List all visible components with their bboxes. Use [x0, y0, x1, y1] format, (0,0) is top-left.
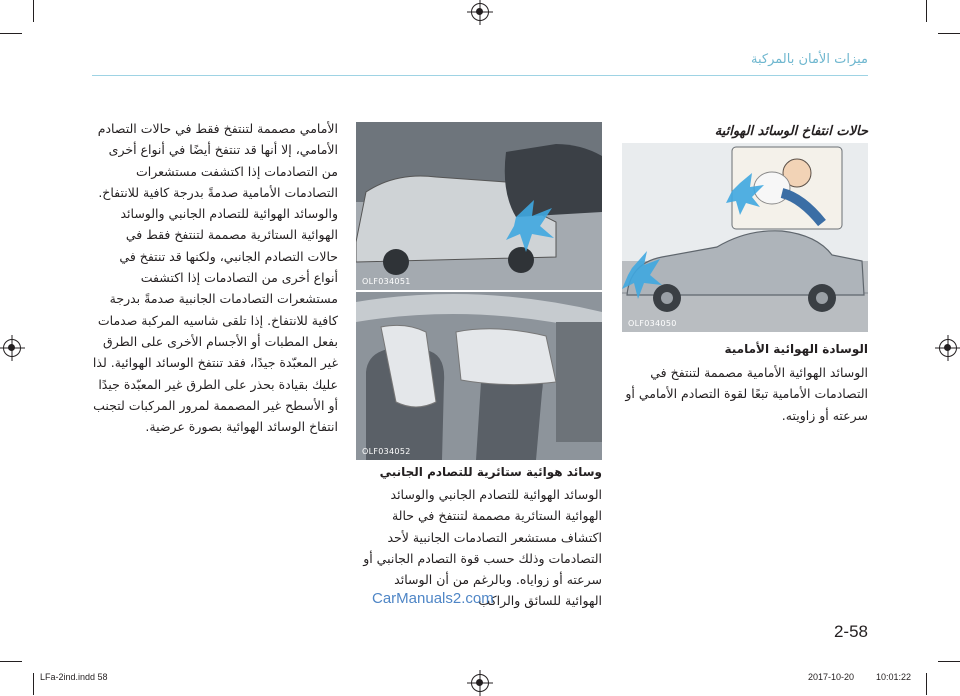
body-paragraph: الوسائد الهوائية للتصادم الجانبي والوسائد الهوائية الستائرية مصممة لتنتفخ في حالة اكتشاف مستشعر التصادمات الجانبية لأحد التصادمات وذلك حسب قوة التصادم الجانبي أو سرعته أو زواياه. وبالرغم من أن الوسائد الهوائية للسائق والراكب: [363, 487, 602, 609]
side-collision-illustration: [356, 122, 602, 290]
front-collision-illustration: [622, 143, 868, 332]
figure-code: OLF034050: [628, 319, 677, 328]
header-divider: [92, 75, 868, 76]
watermark: CarManuals2.com: [372, 590, 494, 607]
registration-mark-icon: [3, 339, 21, 357]
curtain-airbag-figure: [356, 292, 602, 460]
crop-mark: [926, 0, 927, 22]
subheading: وسائد هوائية ستائرية للتصادم الجانبي: [379, 465, 602, 479]
crop-mark: [33, 0, 34, 22]
curtain-airbag-illustration: [356, 292, 602, 460]
crop-mark: [33, 673, 34, 695]
figure-code: OLF034051: [362, 277, 411, 286]
crop-mark: [938, 33, 960, 34]
section-title: ميزات الأمان بالمركبة: [751, 52, 868, 67]
crop-mark: [938, 661, 960, 662]
crop-mark: [926, 673, 927, 695]
crop-mark: [0, 33, 22, 34]
page-number: 2-58: [833, 622, 868, 641]
body-paragraph: الوسائد الهوائية الأمامية مصممة لتنتفخ في التصادمات الأمامية تبعًا لقوة التصادم الأمامي أو سرعته أو زاويته.: [625, 365, 868, 423]
side-collision-figure: [356, 122, 602, 290]
registration-mark-icon: [471, 674, 489, 692]
body-paragraph: الأمامي مصممة لتنتفخ فقط في حالات التصادم الأمامي، إلا أنها قد تنتفخ أيضًا في أنواع أخرى من التصادمات إذا اكتشفت مستشعرات التصادمات الأمامية صدمةً بدرجة كافية للانتفاخ. والوسائد الهوائية للتصادم الجانبي والوسائد الهوائية الستائرية مصممة لتنتفخ فقط في حالات التصادم الجانبي، ولكنها قد تنتفخ في أنواع أخرى من التصادمات إذا اكتشفت مستشعرات التصادمات الجانبية صدمةً بدرجة كافية للانتفاخ. إذا تلقى شاسيه المركبة صدمات بفعل المطبات أو الأجسام الأخرى على الطرق غير المعبّدة جيدًا، فقد تنتفخ الوسائد الهوائية. لذا عليك بقيادة بحذر على الطرق غير المعبّدة جيدًا أو الأسطح غير المصممة لمرور المركبات لتجنب انتفاخ الوسائد الهوائية بصورة عرضية.: [92, 121, 338, 435]
figure-code: OLF034052: [362, 447, 411, 456]
footer-date: 2017-10-20: [808, 672, 855, 682]
crop-mark: [0, 661, 22, 662]
section-heading: حالات انتفاخ الوسائد الهوائية: [714, 124, 868, 139]
subheading: الوسادة الهوائية الأمامية: [724, 342, 868, 356]
footer-file: LFa-2ind.indd 58: [40, 672, 108, 682]
footer-time: 10:01:22: [876, 672, 912, 682]
registration-mark-icon: [939, 339, 957, 357]
front-airbag-figure: [622, 143, 868, 332]
registration-mark-icon: [471, 3, 489, 21]
